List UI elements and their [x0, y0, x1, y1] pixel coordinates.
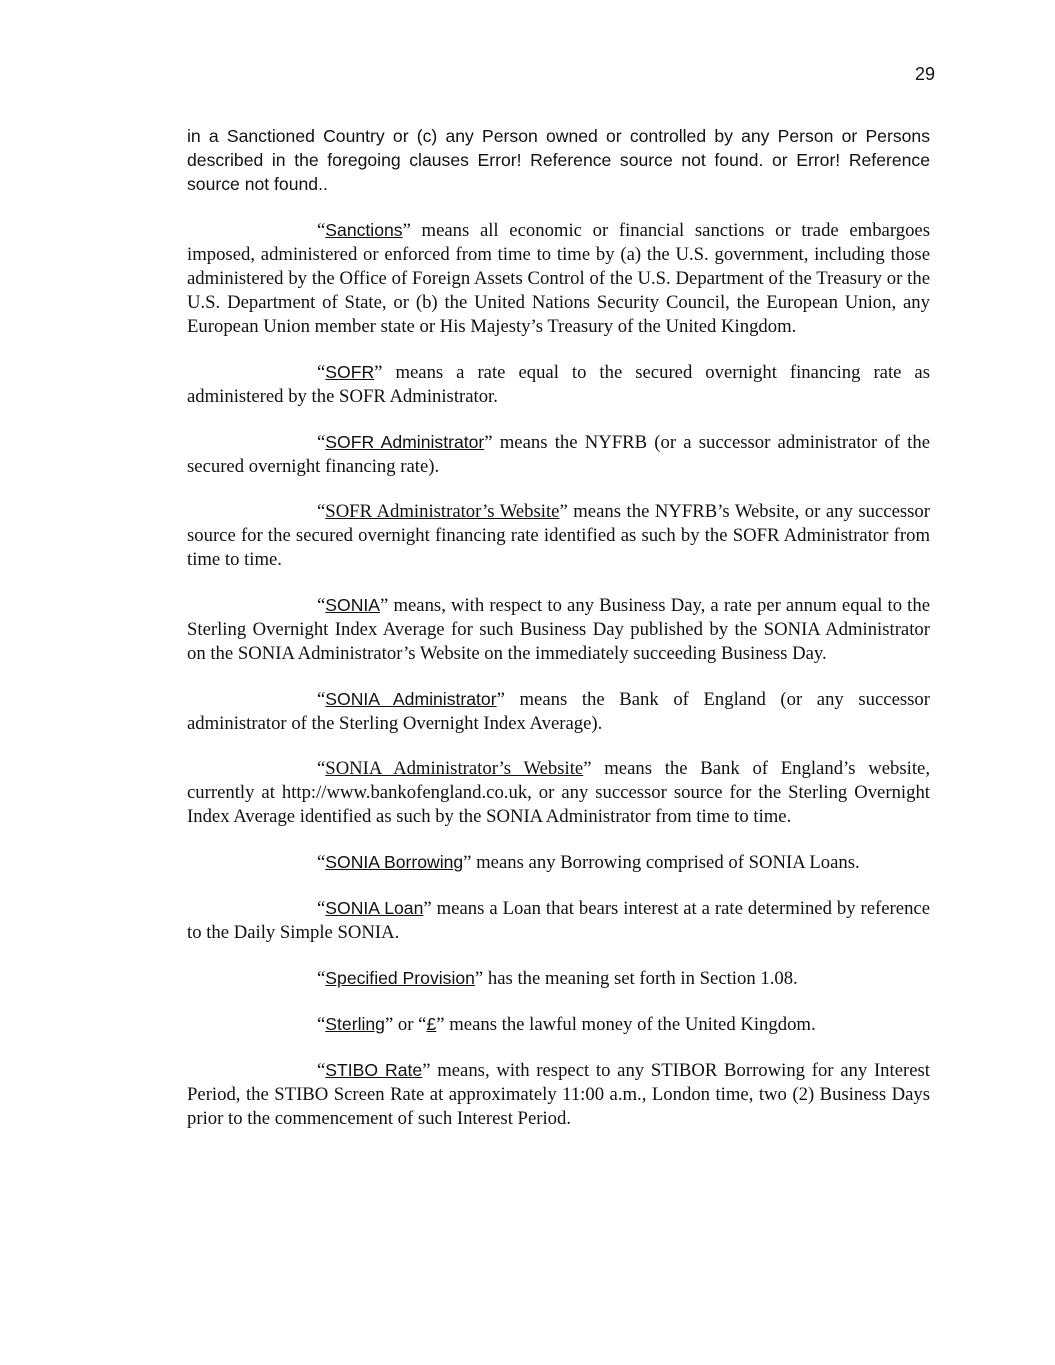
defined-term: SONIA Loan — [325, 898, 424, 918]
definition-sanctions — [187, 218, 930, 339]
open-quote: “ — [317, 1060, 326, 1081]
open-quote: “ — [317, 758, 326, 779]
defined-term: SOFR — [325, 362, 375, 382]
defined-term: SOFR Administrator — [325, 432, 485, 452]
close-quote: ” — [484, 432, 493, 453]
close-quote: ” — [583, 758, 592, 779]
definition-text: means the Bank of England’s website, currently at http://www.bankofengland.co.uk, or any successor source for the Sterling Overnight Index Average identified as such by the SONIA Administrator from time to time. — [187, 758, 930, 827]
open-quote: “ — [317, 852, 326, 873]
open-quote: “ — [317, 501, 326, 522]
definition-sonia-administrator — [187, 687, 930, 736]
close-quote: ” — [374, 362, 383, 383]
definition-sterling — [187, 1012, 930, 1037]
definition-text: has the meaning set forth in Section 1.08. — [483, 968, 798, 989]
continuation-paragraph: in a Sanctioned Country or (c) any Person owned or controlled by any Person or Persons described in the foregoing clauses Error! Reference source not found. or Error! Reference source not found.. — [187, 126, 930, 194]
page-number: 29 — [914, 64, 935, 84]
definition-sonia-loan — [187, 896, 930, 945]
close-quote: ” — [422, 1060, 431, 1081]
definition-text: means the lawful money of the United Kingdom. — [444, 1014, 816, 1035]
definition-sonia-borrowing — [187, 850, 930, 875]
open-quote: “ — [317, 968, 326, 989]
defined-term: SONIA — [325, 595, 381, 615]
close-quote: ” — [474, 968, 484, 989]
close-quote: ” — [423, 898, 432, 919]
definition-stibo-rate — [187, 1058, 930, 1131]
definition-text: means, with respect to any STIBOR Borrowing for any Interest Period, the STIBO Screen Rate at approximately 11:00 a.m., London time, two (2) Business Days prior to the commencement of such Interest Period. — [187, 1060, 930, 1129]
close-quote: ” — [402, 220, 411, 241]
definition-text: means a rate equal to the secured overnight financing rate as administered by the SOFR Administrator. — [187, 362, 930, 407]
open-quote: “ — [317, 595, 326, 616]
document-body — [187, 124, 930, 1152]
definition-text: means, with respect to any Business Day, a rate per annum equal to the Sterling Overnight Index Average for such Business Day published by the SONIA Administrator on the SONIA Administrator’s Website on the immediately succeeding Business Day. — [187, 595, 930, 664]
close-quote: ” — [463, 852, 472, 873]
open-quote: “ — [317, 432, 326, 453]
defined-term: Sterling — [325, 1014, 385, 1034]
open-quote: “ — [317, 898, 326, 919]
open-quote: “ — [317, 220, 326, 241]
close-quote: ” — [384, 1014, 394, 1035]
defined-term: Sanctions — [325, 220, 403, 240]
open-quote: “ — [317, 689, 326, 710]
definition-sofr — [187, 360, 930, 409]
definition-sofr-administrators-website — [187, 500, 930, 572]
close-quote: ” — [559, 501, 568, 522]
defined-term: SONIA Administrator’s Website — [325, 758, 584, 779]
defined-term: STIBO Rate — [325, 1060, 423, 1080]
close-quote: ” — [380, 595, 389, 616]
definition-text: means any Borrowing comprised of SONIA Loans. — [471, 852, 860, 873]
defined-term: SONIA Administrator — [325, 689, 497, 709]
definition-text: means a Loan that bears interest at a rate determined by reference to the Daily Simple SONIA. — [187, 898, 930, 943]
definition-text: means the Bank of England (or any successor administrator of the Sterling Overnight Index Average). — [187, 689, 930, 734]
close-quote: ” — [496, 689, 505, 710]
definition-text: means the NYFRB (or a successor administrator of the secured overnight financing rate). — [187, 432, 930, 477]
definition-sonia — [187, 593, 930, 666]
definition-sofr-administrator — [187, 430, 930, 479]
open-quote: “ — [317, 362, 326, 383]
definition-connector: or “ — [393, 1014, 427, 1035]
defined-term: SOFR Administrator’s Website — [325, 501, 560, 522]
definition-sonia-administrators-website — [187, 757, 930, 829]
definition-specified-provision — [187, 966, 930, 991]
defined-term: SONIA Borrowing — [325, 852, 464, 872]
close-quote: ” — [436, 1014, 445, 1035]
open-quote: “ — [317, 1014, 326, 1035]
definition-text: means all economic or financial sanctions or trade embargoes imposed, administered or enforced from time to time by (a) the U.S. government, including those administered by the Office of Foreign Assets Control of the U.S. Department of the Treasury or the U.S. Department of State, or (b) the United Nations Security Council, the European Union, any European Union member state or His Majesty’s Treasury of the United Kingdom. — [187, 220, 930, 337]
defined-term: Specified Provision — [325, 968, 475, 988]
defined-term-symbol: £ — [426, 1014, 437, 1034]
definition-text: means the NYFRB’s Website, or any successor source for the secured overnight financing rate identified as such by the SOFR Administrator from time to time. — [187, 501, 930, 570]
